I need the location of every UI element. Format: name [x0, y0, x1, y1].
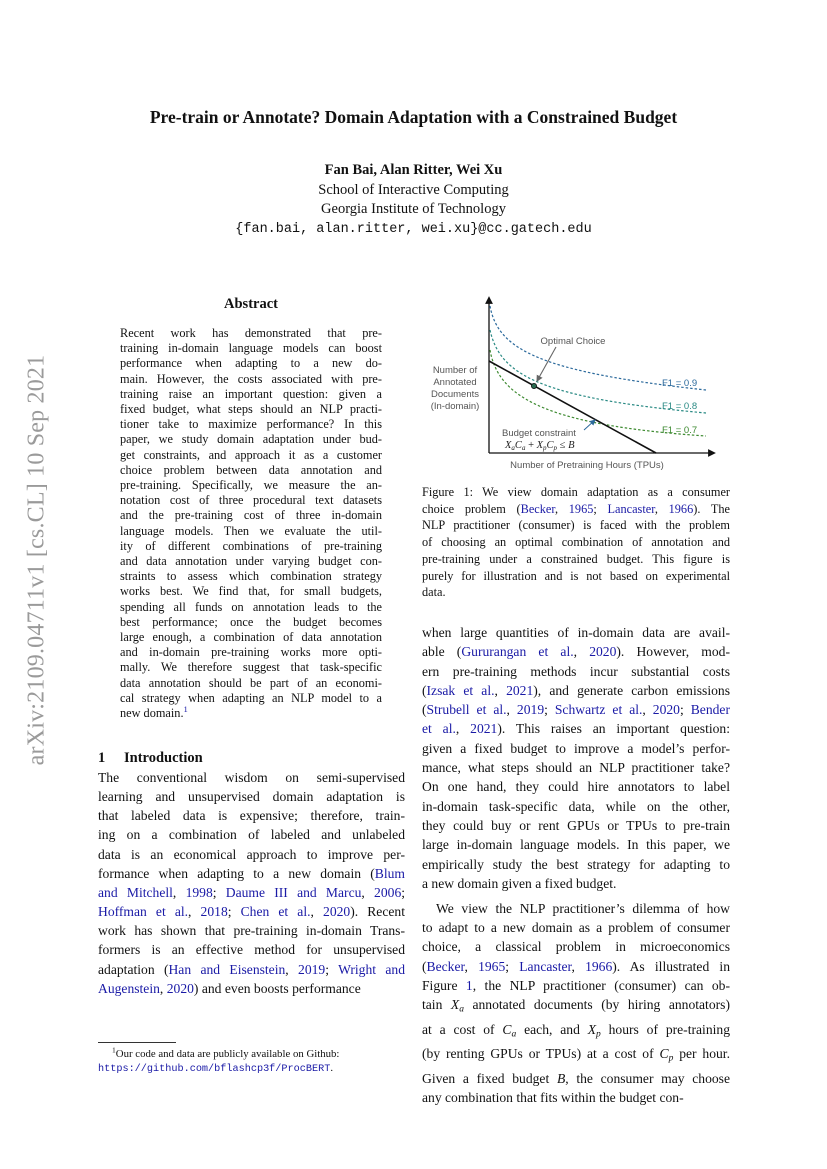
text-run: ,	[310, 904, 324, 920]
text-run: at a cost of	[422, 1021, 503, 1037]
text-line	[120, 417, 382, 432]
indifference-curve-f1-0.7	[490, 350, 706, 436]
text-line	[422, 551, 730, 568]
curve-label-f1-0.7: F1 = 0.7	[662, 425, 698, 436]
text-line	[98, 960, 405, 979]
text-line	[422, 1088, 730, 1107]
text-line	[120, 478, 382, 493]
figure-consumer-choice-diagram	[420, 290, 730, 475]
text-line	[422, 758, 730, 777]
text-run: formance when adapting to a new domain (	[98, 865, 375, 881]
citation-link[interactable]: Chen et al.	[240, 904, 311, 920]
paper-title: Pre-train or Annotate? Domain Adaptation with a Constrained Budget	[149, 107, 678, 127]
text-run: mance, what steps should an NLP practitioner take?	[422, 760, 730, 776]
y-axis-label-line-4: (In-domain)	[430, 401, 480, 412]
text-run: when large quantities of in-domain data are avail-	[422, 625, 730, 640]
text-line	[422, 899, 730, 918]
citation-link[interactable]: Hoffman et al.	[98, 904, 189, 920]
text-line	[120, 524, 382, 539]
citation-link[interactable]: Blum	[374, 865, 405, 881]
text-line	[422, 501, 730, 518]
budget-constraint-formula: XaCa + XpCp ≤ B	[505, 440, 575, 452]
text-line	[422, 777, 730, 796]
text-line	[422, 700, 730, 719]
math-variable: $X_p$	[587, 1021, 601, 1040]
text-run: ). The	[693, 501, 731, 516]
text-run: training in-domain language models can boost	[120, 341, 382, 356]
author-block	[0, 161, 827, 239]
citation-link[interactable]: 1966	[668, 501, 694, 516]
text-run: Figure 1: We view domain adaptation as a consumer	[422, 485, 730, 499]
citation-link[interactable]: 2019	[298, 961, 326, 977]
text-run: ing on a combination of labeled and unlabeled	[98, 827, 405, 843]
text-line	[120, 600, 382, 615]
text-run: ern pre-training methods incur substantial costs	[422, 663, 730, 679]
text-run: annotated documents (by hiring annotators)	[463, 997, 730, 1013]
text-line	[120, 463, 382, 478]
curve-label-f1-0.9: F1 = 0.9	[662, 378, 698, 389]
text-run: ;	[505, 958, 520, 974]
text-line	[422, 642, 730, 661]
curve-label-f1-0.8: F1 = 0.8	[662, 401, 698, 412]
text-line	[98, 768, 405, 787]
author-names: Fan Bai, Alan Ritter, Wei Xu	[324, 162, 503, 178]
text-line	[98, 864, 405, 883]
text-run: (by renting GPUs or TPUs) at a cost of	[422, 1046, 660, 1062]
text-line	[422, 584, 730, 601]
footnote-reference[interactable]: 1	[183, 703, 188, 714]
text-run: straints to assess which combination strategy	[120, 569, 382, 584]
citation-link[interactable]: 1965	[478, 958, 506, 974]
citation-link[interactable]: et al.	[422, 721, 456, 737]
text-run: choice problem between data annotation and	[120, 462, 382, 477]
text-run: new domain.	[120, 706, 184, 721]
text-run: formers is an effective method for unsupervised	[98, 942, 405, 958]
text-line	[422, 816, 730, 835]
text-run: works best. We find that, for small budgets,	[120, 584, 382, 599]
text-run: cal strategy when adapting an NLP model to a	[120, 690, 382, 705]
text-line	[120, 703, 382, 721]
text-run: ). This raises an important question:	[497, 721, 730, 737]
y-axis-label-line-1: Number of	[432, 365, 478, 376]
text-line	[422, 1069, 730, 1088]
footnote-period: .	[330, 1062, 334, 1074]
text-run: Recent work has demonstrated that pre-	[120, 326, 382, 340]
text-run: ). However, mod-	[616, 644, 730, 660]
text-run: ,	[573, 644, 590, 660]
text-run: ), and generate carbon emissions	[533, 682, 731, 698]
citation-link[interactable]: 2019	[516, 702, 545, 718]
text-line	[120, 569, 382, 584]
citation-link[interactable]: 2020	[166, 980, 194, 996]
citation-link[interactable]: 2021	[470, 721, 498, 737]
text-run: ;	[227, 904, 241, 920]
text-line	[120, 630, 382, 645]
text-run: data annotation should be part of an economi-	[120, 675, 382, 690]
text-run: ). Recent	[350, 904, 405, 920]
text-run: spending all funds on annotation leads to the	[120, 599, 382, 614]
text-run: choice, a classical problem in microeconomics	[422, 939, 730, 955]
text-run: ;	[544, 702, 555, 718]
text-run: ,	[172, 884, 186, 900]
text-line	[422, 484, 730, 501]
text-run: and the pre-training cost of three in-domain	[120, 508, 382, 523]
text-run: (	[422, 958, 427, 974]
text-line	[422, 835, 730, 854]
citation-link[interactable]: 1966	[585, 958, 613, 974]
text-run: ,	[455, 721, 471, 737]
math-variable: $C_a$	[502, 1021, 517, 1040]
text-line	[422, 1044, 730, 1069]
citation-link[interactable]: and Mitchell	[98, 884, 173, 900]
text-run: (	[422, 702, 427, 718]
footnote	[98, 1047, 405, 1077]
citation-link[interactable]: Becker	[426, 958, 465, 974]
text-line	[422, 681, 730, 700]
text-run: ) and even boosts performance	[193, 980, 361, 996]
optimal-choice-label: Optimal Choice	[540, 336, 606, 347]
text-line	[120, 645, 382, 660]
text-line	[98, 902, 405, 921]
text-run: ,	[571, 958, 586, 974]
right-column-body	[422, 623, 730, 1108]
citation-link[interactable]: Lancaster	[607, 501, 655, 516]
text-run: large in-domain language models. In this paper, we	[422, 837, 730, 853]
text-run: language models. Then we evaluate the util-	[120, 523, 382, 538]
text-run: able (	[422, 644, 462, 660]
text-line	[422, 995, 730, 1020]
citation-link[interactable]: Augenstein	[98, 980, 160, 996]
text-run: NLP practitioner (consumer) is faced with the problem	[422, 518, 730, 533]
text-run: a new domain given a fixed budget.	[422, 875, 617, 891]
text-line	[120, 341, 382, 356]
text-line	[120, 432, 382, 447]
text-line	[98, 787, 405, 806]
text-run: (	[422, 682, 427, 698]
text-line	[422, 874, 730, 893]
text-line	[120, 691, 382, 706]
text-line	[98, 921, 405, 940]
text-line	[422, 918, 730, 937]
math-variable: $C_p$	[659, 1046, 674, 1064]
text-line	[120, 448, 382, 463]
text-run: ;	[679, 702, 691, 718]
text-line	[120, 539, 382, 554]
text-run: ,	[506, 702, 517, 718]
text-run: ,	[464, 958, 479, 974]
text-run: ,	[159, 980, 167, 996]
text-run: pre-training under a constrained budget. This figure is	[422, 551, 730, 566]
citation-link[interactable]: Daume III and Marcu	[225, 884, 362, 900]
text-run: ;	[212, 884, 226, 900]
text-run: get constraints, and approach it as a customer	[120, 447, 382, 462]
text-run: purely for illustration and is not based on experimental	[422, 568, 730, 583]
arxiv-identifier-stamp: arXiv:2109.04711v1 [cs.CL] 10 Sep 2021	[23, 354, 50, 766]
text-run: adaptation (	[98, 961, 169, 977]
abstract-body	[120, 326, 382, 721]
text-run: of choosing an optimal combination of annotation and	[422, 535, 730, 550]
text-run: ). As illustrated in	[612, 958, 730, 974]
text-line	[422, 739, 730, 758]
text-line	[120, 372, 382, 387]
text-line	[120, 326, 382, 341]
text-run: The conventional wisdom on semi-supervised	[98, 770, 405, 785]
text-line	[422, 976, 730, 995]
citation-link[interactable]: 2020	[323, 904, 351, 920]
citation-link[interactable]: Izsak et al.	[426, 682, 495, 698]
github-link[interactable]: https://github.com/bflashcp3f/ProcBERT	[98, 1064, 331, 1075]
text-run: paper, we study domain adaptation under bud-	[120, 432, 382, 447]
citation-link[interactable]: 2018	[200, 904, 228, 920]
text-run: per hour.	[673, 1046, 730, 1062]
section-title: Introduction	[124, 750, 203, 766]
text-run: pre-training. Specifically, we measure the an-	[120, 478, 382, 493]
citation-link[interactable]: 1965	[568, 501, 594, 516]
text-run: ity of different combinations of pre-training	[120, 538, 382, 553]
text-run: , the consumer may choose	[565, 1071, 730, 1087]
affiliation-institute: Georgia Institute of Technology	[321, 201, 506, 217]
citation-link[interactable]: 1	[465, 977, 473, 993]
text-run: each, and	[516, 1021, 588, 1037]
section-heading-introduction	[98, 750, 203, 767]
citation-link[interactable]: Lancaster	[519, 958, 572, 974]
text-run: and data annotation under varying budget con-	[120, 554, 382, 569]
text-run: ,	[654, 501, 669, 516]
citation-link[interactable]: Schwartz et al.	[554, 702, 643, 718]
math-variable: $X_a$	[450, 997, 464, 1015]
text-run: mally. We therefore suggest that task-specific	[120, 660, 382, 675]
text-line	[98, 883, 405, 902]
text-run: training raise an important question: given a	[120, 386, 382, 401]
text-line	[120, 660, 382, 675]
citation-link[interactable]: Bender	[690, 702, 730, 718]
text-line	[120, 584, 382, 599]
citation-link[interactable]: Gururangan et al.	[461, 644, 574, 660]
optimal-choice-arrow	[537, 347, 556, 381]
text-line	[120, 387, 382, 402]
text-run: data is an economical approach to improve per-	[98, 846, 405, 862]
text-line	[422, 662, 730, 681]
text-run: tioner take to maximize performance? In this	[120, 417, 382, 432]
citation-link[interactable]: Strubell et al.	[426, 702, 507, 718]
text-run: choice problem (	[422, 501, 521, 516]
text-line	[98, 825, 405, 844]
text-run: ,	[554, 501, 569, 516]
text-run: Given a fixed budget	[422, 1071, 557, 1087]
text-run: work has shown that pre-training in-domain Trans-	[98, 923, 405, 939]
text-run: main. However, the costs associated with pre-	[120, 371, 382, 386]
text-line	[98, 940, 405, 959]
text-run: ,	[188, 904, 201, 920]
figure-1-caption	[422, 484, 730, 601]
text-run: given a fixed budget to improve a model’s perfor-	[422, 740, 730, 756]
affiliation-school: School of Interactive Computing	[318, 181, 509, 198]
citation-link[interactable]: Wright and	[338, 961, 405, 977]
text-run: and in-domain pre-training works more opti-	[120, 645, 382, 660]
text-line	[98, 845, 405, 864]
text-run: any combination that fits within the budget con-	[422, 1090, 684, 1106]
budget-constraint-label: Budget constraint	[502, 428, 576, 439]
text-line	[422, 855, 730, 874]
text-line	[422, 937, 730, 956]
text-run: empirically study the best strategy for adapting to	[422, 856, 730, 872]
citation-link[interactable]: Han and Eisenstein	[168, 961, 286, 977]
text-run: We view the NLP practitioner’s dilemma of how	[436, 900, 730, 916]
text-run: they could buy or rent GPUs or TPUs to pre-train	[422, 817, 730, 833]
text-run: On one hand, they could hire annotators to label	[422, 779, 730, 795]
section-number: 1	[98, 750, 106, 766]
citation-link[interactable]: Becker	[520, 501, 555, 516]
text-run: Figure	[422, 977, 466, 993]
x-axis-label: Number of Pretraining Hours (TPUs)	[510, 460, 664, 471]
text-run: data.	[422, 585, 446, 600]
citation-link[interactable]: 2020	[589, 644, 617, 660]
text-line	[422, 568, 730, 585]
text-line	[120, 615, 382, 630]
footnote-text: Our code and data are publicly available on Github:	[115, 1048, 340, 1060]
y-axis-label-line-2: Annotated	[433, 377, 477, 388]
math-variable: B	[556, 1071, 566, 1087]
text-run: , the NLP practitioner (consumer) can ob-	[472, 977, 730, 993]
text-run: large enough, a combination of data annotation	[120, 630, 382, 645]
text-line	[120, 508, 382, 523]
text-line	[120, 554, 382, 569]
optimal-choice-point	[531, 383, 536, 388]
author-emails: {fan.bai, alan.ritter, wei.xu}@cc.gatech.edu	[235, 221, 592, 237]
citation-link[interactable]: 2020	[652, 702, 680, 718]
text-run: to adapt to a new domain as a problem of consumer	[422, 919, 730, 935]
text-run: ;	[325, 961, 339, 977]
text-line	[120, 356, 382, 371]
text-line	[422, 517, 730, 534]
text-line	[120, 402, 382, 417]
text-line	[422, 957, 730, 976]
text-line	[422, 719, 730, 738]
text-run: ;	[401, 884, 406, 900]
text-line	[422, 1020, 730, 1045]
text-run: tain	[422, 997, 451, 1013]
footnote-mark: 1	[112, 1045, 116, 1055]
text-run: ,	[361, 884, 375, 900]
text-run: ;	[593, 501, 608, 516]
text-run: that labeled data is expensive; therefore, train-	[98, 808, 405, 824]
text-line	[422, 797, 730, 816]
text-run: best performance; once the budget becomes	[120, 614, 382, 629]
citation-link[interactable]: 1998	[185, 884, 213, 900]
text-line	[98, 979, 405, 998]
text-line	[422, 534, 730, 551]
text-run: in-domain task-specific data, while on the other,	[422, 798, 730, 814]
abstract-heading: Abstract	[224, 296, 278, 312]
text-run: performance when adapting to a new do-	[120, 356, 382, 371]
text-line	[120, 493, 382, 508]
text-run: hours of pre-training	[600, 1021, 730, 1037]
introduction-body	[98, 768, 405, 998]
y-axis-label-line-3: Documents	[430, 389, 480, 400]
text-run: fixed budget, what steps should an NLP practi-	[120, 402, 382, 417]
text-run: learning and unsupervised domain adaptation is	[98, 789, 405, 805]
footnote-divider	[98, 1042, 176, 1043]
text-line	[98, 806, 405, 825]
text-line	[422, 623, 730, 642]
text-run: ,	[494, 682, 507, 698]
text-run: ,	[285, 961, 299, 977]
text-line	[120, 676, 382, 691]
text-run: ,	[642, 702, 653, 718]
text-run: notation cost of three procedural text datasets	[120, 493, 382, 508]
citation-link[interactable]: 2021	[506, 682, 534, 698]
citation-link[interactable]: 2006	[374, 884, 402, 900]
